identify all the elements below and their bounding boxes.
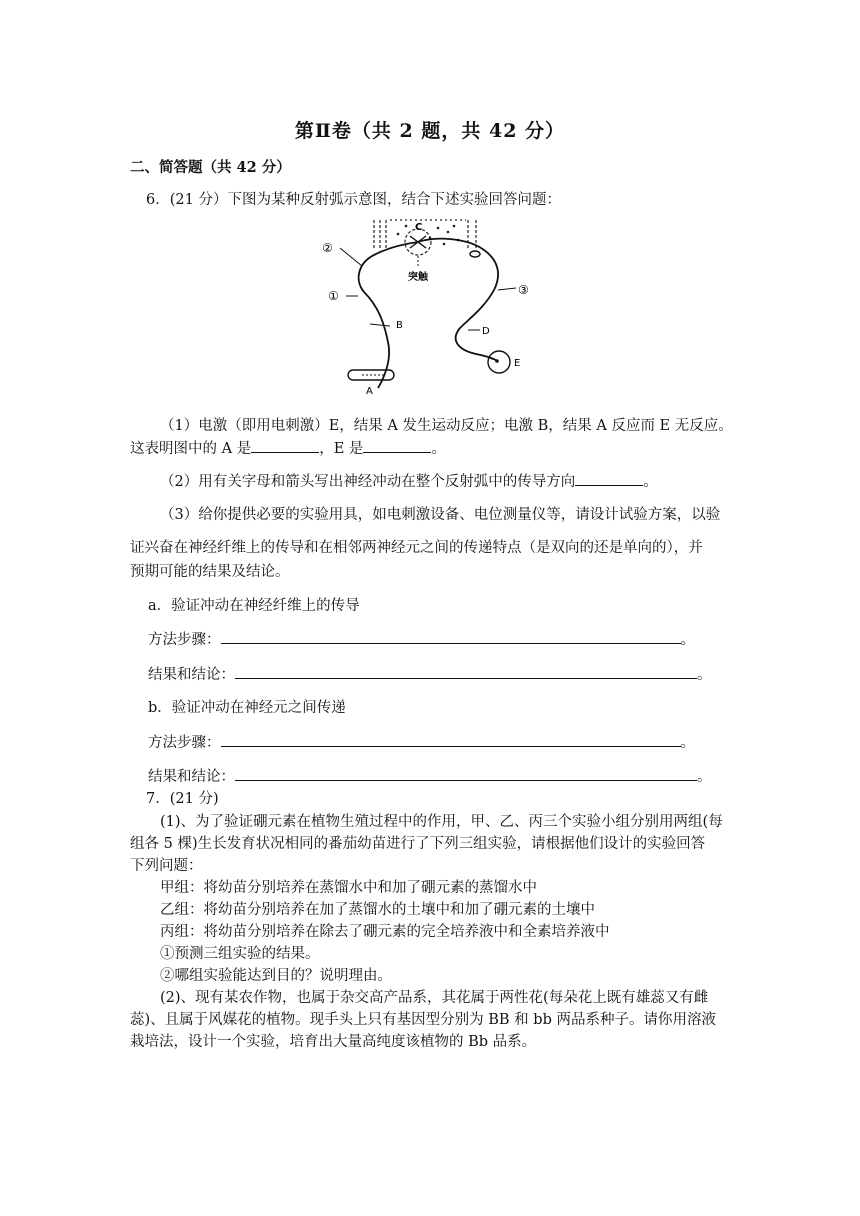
q6-b-title: b．验证冲动在神经元之间传递 xyxy=(148,700,346,716)
section-heading: 二、简答题（共 42 分） xyxy=(130,159,291,176)
q7-part1-line2: 组各 5 棵)生长发育状况相同的番茄幼苗进行了下列三组实验，请根据他们设计的实验回答 xyxy=(130,836,706,852)
q6-part3-line3: 预期可能的结果及结论。 xyxy=(130,564,290,580)
label-c: C xyxy=(415,222,423,233)
q6-part2: （2）用有关字母和箭头写出神经冲动在整个反射弧中的传导方向 。 xyxy=(160,470,658,491)
q7-group-bing: 丙组：将幼苗分别培养在除去了硼元素的完全培养液中和全素培养液中 xyxy=(160,924,610,940)
answer-blank-direction[interactable] xyxy=(575,471,643,486)
q7-stem: 7．(21 分) xyxy=(146,791,219,807)
label-a: A xyxy=(366,386,373,396)
q7-part1-line1: (1)、为了验证硼元素在植物生殖过程中的作用，甲、乙、丙三个实验小组分别用两组(每 xyxy=(160,814,723,830)
q6-a-title: a．验证冲动在神经纤维上的传导 xyxy=(148,598,360,614)
q7-part1-line3: 下列问题： xyxy=(130,858,203,874)
q6-a-method: 方法步骤： 。 xyxy=(148,628,695,649)
q7-group-yi: 乙组：将幼苗分别培养在加了蒸馏水的土壤中和加了硼元素的土壤中 xyxy=(160,902,595,918)
q6-b-method: 方法步骤： 。 xyxy=(148,731,695,752)
q6-part3-line2: 证兴奋在神经纤维上的传导和在相邻两神经元之间的传递特点（是双向的还是单向的），并 xyxy=(130,540,703,556)
page-title: 第Ⅱ卷（共 2 题，共 42 分） xyxy=(294,120,566,142)
q6-part1-line2: 这表明图中的 A 是 ，E 是 。 xyxy=(130,437,446,458)
answer-line-a-method[interactable] xyxy=(221,629,681,644)
label-b: B xyxy=(396,320,403,331)
afferent-nerve-path xyxy=(359,242,418,388)
label-n1: ① xyxy=(328,289,339,303)
q7-group-jia: 甲组：将幼苗分别培养在蒸馏水中和加了硼元素的蒸馏水中 xyxy=(160,880,537,896)
efferent-nerve-path xyxy=(418,239,498,360)
cell-body-icon xyxy=(470,251,480,257)
label-n2: ② xyxy=(322,241,333,255)
q6-part1-line1: （1）电激（即用电刺激）E，结果 A 发生运动反应；电激 B，结果 A 反应而 E 无反应。 xyxy=(160,418,733,434)
effector-circle xyxy=(488,351,510,373)
answer-blank-a[interactable] xyxy=(251,438,319,453)
q7-question-a: ①预测三组实验的结果。 xyxy=(160,946,320,962)
answer-line-b-method[interactable] xyxy=(221,732,681,747)
label-d: D xyxy=(482,326,490,337)
answer-line-a-result[interactable] xyxy=(235,664,697,679)
answer-line-b-result[interactable] xyxy=(235,766,697,781)
q6-a-result: 结果和结论： 。 xyxy=(148,663,712,684)
q7-part2-line3: 栽培法，设计一个实验，培育出大量高纯度该植物的 Bb 品系。 xyxy=(130,1034,537,1050)
label-e: E xyxy=(514,358,521,369)
q6-b-result: 结果和结论： 。 xyxy=(148,765,712,786)
q6-stem: 6．(21 分）下图为某种反射弧示意图，结合下述实验回答问题： xyxy=(146,192,561,208)
label-synapse: 突触 xyxy=(408,272,428,283)
q7-question-b: ②哪组实验能达到目的？说明理由。 xyxy=(160,968,392,984)
spinal-cord-box xyxy=(374,220,476,250)
q6-part3-line1: （3）给你提供必要的实验用具，如电刺激设备、电位测量仪等，请设计试验方案，以验 xyxy=(160,507,721,523)
q7-part2-line2: 蕊)、且属于风媒花的植物。现手头上只有基因型分别为 BB 和 bb 两品系种子。请你用溶液 xyxy=(130,1012,716,1028)
reflex-arc-diagram xyxy=(318,210,558,396)
answer-blank-e[interactable] xyxy=(363,438,431,453)
q7-part2-line1: (2)、现有某农作物，也属于杂交高产品系，其花属于两性花(每朵花上既有雄蕊又有雌 xyxy=(160,990,709,1006)
label-n3: ③ xyxy=(518,283,529,297)
